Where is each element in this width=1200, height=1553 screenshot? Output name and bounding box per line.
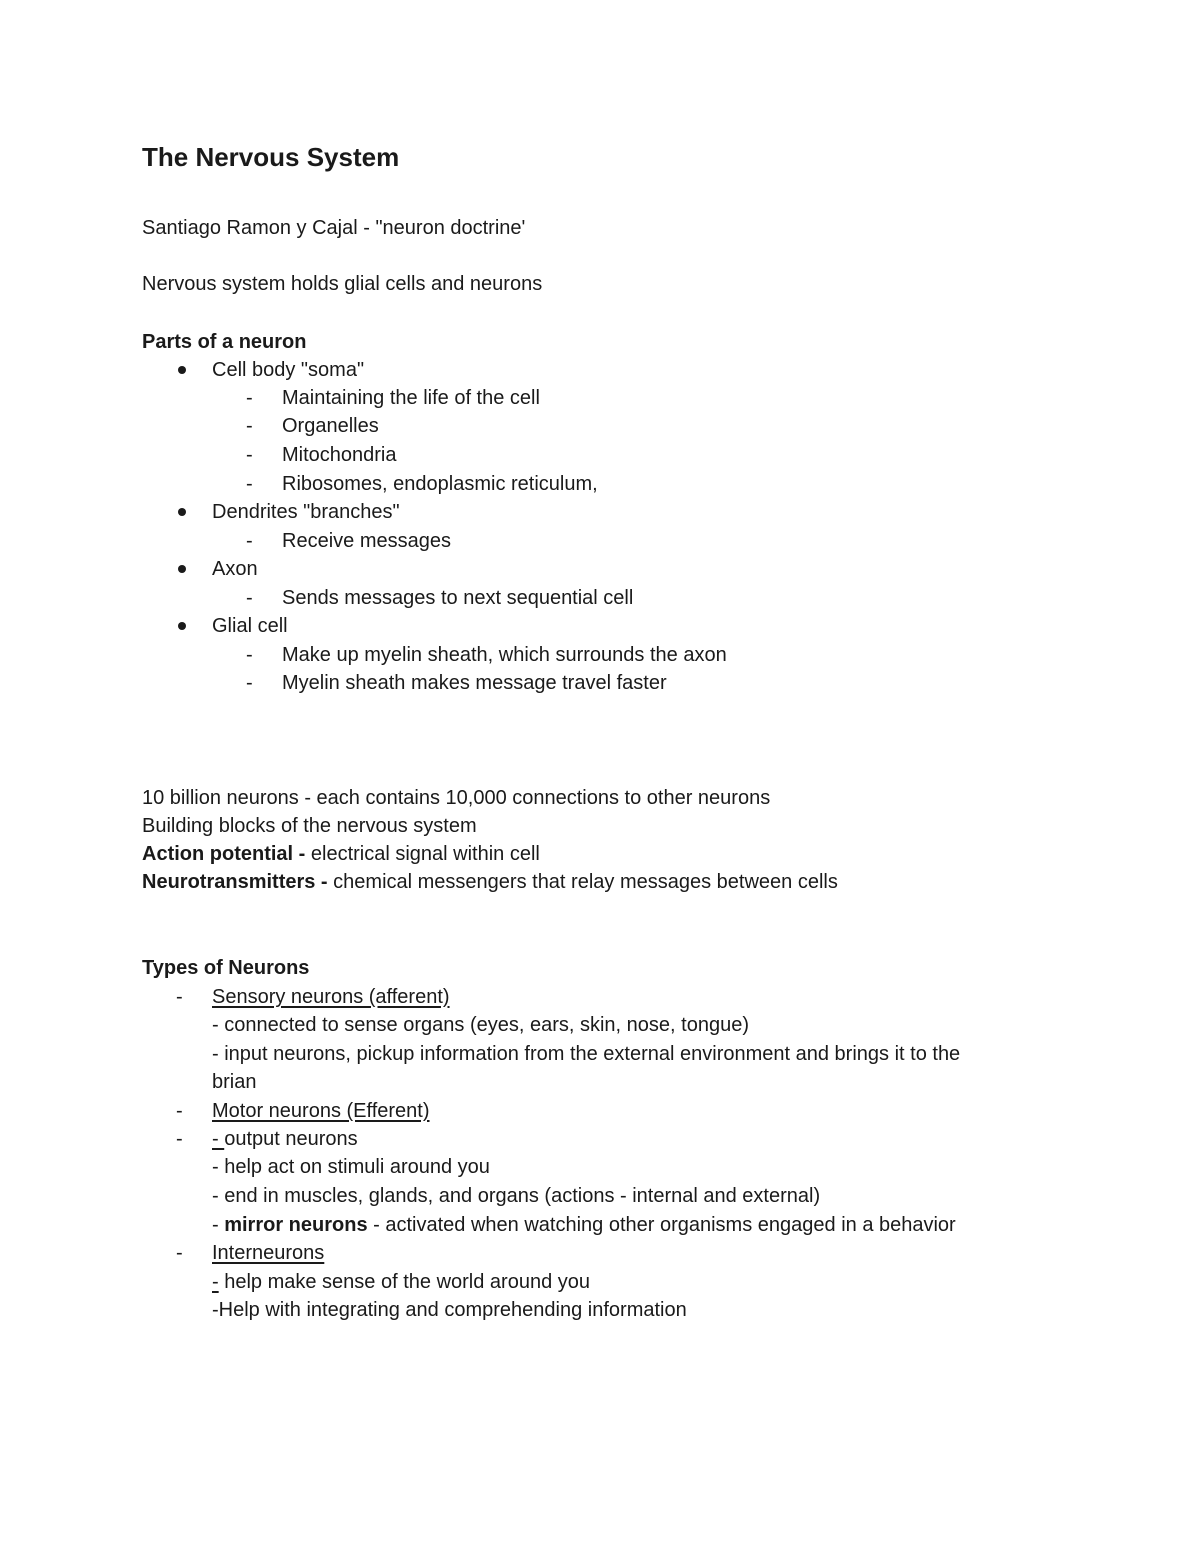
inter-line-text: help make sense of the world around you bbox=[218, 1271, 591, 1293]
dash-icon: - bbox=[246, 672, 253, 694]
underlined-dash: - bbox=[212, 1271, 219, 1293]
intro-line-1: Santiago Ramon y Cajal - "neuron doctrine' bbox=[142, 217, 526, 239]
dash-icon: - bbox=[176, 986, 183, 1008]
dash-icon: - bbox=[246, 387, 253, 409]
term: Neurotransmitters - bbox=[142, 871, 328, 893]
bullet-icon bbox=[178, 622, 186, 630]
dash-icon: - bbox=[176, 1100, 183, 1122]
action-potential-line bbox=[142, 840, 540, 868]
fact-line-1: 10 billion neurons - each contains 10,000 connections to other neurons bbox=[142, 787, 771, 809]
interneurons-label: Interneurons bbox=[212, 1242, 325, 1264]
sub-item: Maintaining the life of the cell bbox=[282, 387, 540, 409]
dash-icon: - bbox=[176, 1128, 183, 1150]
motor-line bbox=[212, 1125, 358, 1153]
neurotransmitters-line bbox=[142, 868, 838, 896]
dash-icon: - bbox=[176, 1242, 183, 1264]
bullet-icon bbox=[178, 508, 186, 516]
sub-item: Receive messages bbox=[282, 530, 451, 552]
definition: chemical messengers that relay messages between cells bbox=[327, 871, 838, 893]
sub-item: Myelin sheath makes message travel faster bbox=[282, 672, 667, 694]
term: Action potential - bbox=[142, 843, 306, 865]
sub-item: Sends messages to next sequential cell bbox=[282, 587, 634, 609]
motor-neurons-label: Motor neurons (Efferent) bbox=[212, 1100, 430, 1122]
types-heading: Types of Neurons bbox=[142, 957, 310, 979]
fact-line-2: Building blocks of the nervous system bbox=[142, 815, 477, 837]
sensory-line: - connected to sense organs (eyes, ears, skin, nose, tongue) bbox=[212, 1014, 749, 1036]
intro-line-2: Nervous system holds glial cells and neurons bbox=[142, 273, 543, 295]
sub-item: Ribosomes, endoplasmic reticulum, bbox=[282, 473, 598, 495]
parts-heading: Parts of a neuron bbox=[142, 331, 307, 353]
underlined-dash: - bbox=[212, 1128, 225, 1150]
dash-icon: - bbox=[246, 473, 253, 495]
motor-line: - help act on stimuli around you bbox=[212, 1156, 490, 1178]
definition: electrical signal within cell bbox=[305, 843, 540, 865]
dash-icon: - bbox=[246, 587, 253, 609]
sensory-neurons-label: Sensory neurons (afferent) bbox=[212, 986, 450, 1008]
definition: - activated when watching other organisms engaged in a behavior bbox=[367, 1214, 956, 1236]
motor-line-text: output neurons bbox=[224, 1128, 358, 1150]
page-title: The Nervous System bbox=[142, 142, 400, 172]
part-item-axon: Axon bbox=[212, 558, 258, 580]
dash-icon: - bbox=[246, 530, 253, 552]
sub-item: Organelles bbox=[282, 415, 379, 437]
sensory-line: brian bbox=[212, 1071, 257, 1093]
sensory-line: - input neurons, pickup information from the external environment and brings it to the bbox=[212, 1043, 961, 1065]
motor-line: - end in muscles, glands, and organs (actions - internal and external) bbox=[212, 1185, 821, 1207]
dash-icon: - bbox=[246, 644, 253, 666]
inter-line: -Help with integrating and comprehending information bbox=[212, 1299, 687, 1321]
sub-item: Mitochondria bbox=[282, 444, 397, 466]
dash-icon: - bbox=[246, 415, 253, 437]
motor-line-prefix: - bbox=[212, 1214, 225, 1236]
term: mirror neurons bbox=[224, 1214, 368, 1236]
part-item-glial-cell: Glial cell bbox=[212, 615, 288, 637]
sub-item: Make up myelin sheath, which surrounds the axon bbox=[282, 644, 727, 666]
motor-line bbox=[212, 1211, 956, 1239]
bullet-icon bbox=[178, 565, 186, 573]
part-item-dendrites: Dendrites "branches" bbox=[212, 501, 400, 523]
bullet-icon bbox=[178, 366, 186, 374]
part-item-cell-body: Cell body "soma" bbox=[212, 359, 365, 381]
dash-icon: - bbox=[246, 444, 253, 466]
inter-line bbox=[212, 1268, 590, 1296]
